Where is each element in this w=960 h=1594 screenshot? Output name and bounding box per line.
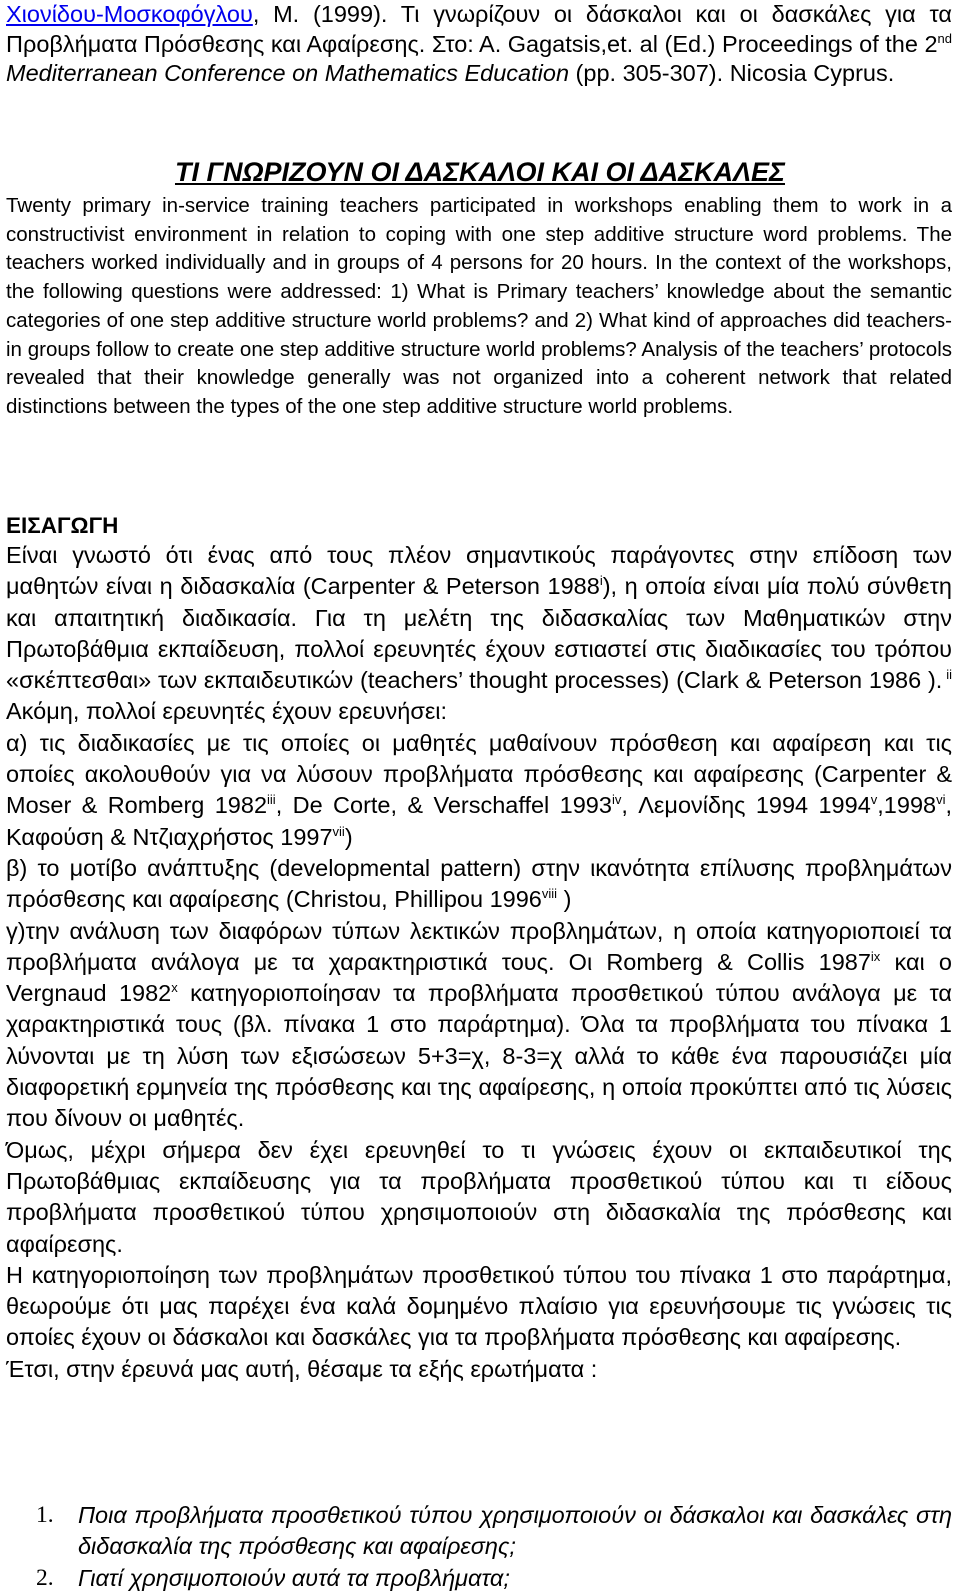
footnote-marker: vii [332,823,345,839]
text-run: α) τις διαδικασίες με τις οποίες οι μαθητές μαθαίνουν πρόσθεση και αφαίρεση και τις οποίες ακολουθούν για να λύσουν προβλήματα πρόσθεσης και αφαίρεσης (Carpenter & Moser & Romberg 1982 [6,729,952,819]
abstract-paragraph: Twenty primary in-service training teachers participated in workshops enabling them to work in a constructivist environment in relation to coping with one step additive structure word problems. The teachers worked individually and in groups of 4 persons for 20 hours. In the context of the workshops, the following questions were addressed: 1) What is Primary teachers’ knowledge about the semantic categories of one step additive structure world problems? and 2) What kind of approaches did teachers-in groups follow to create one step additive structure world problems? Analysis of the teachers’ protocols revealed that their knowledge generally was not organized into a coherent network that related distinctions between the types of the one step additive structure world problems. [6,194,952,418]
list-item-number: 1. [36,1502,54,1528]
intro-paragraph-5: Όμως, μέχρι σήμερα δεν έχει ερευνηθεί το τι γνώσεις έχουν οι εκπαιδευτικοί της Πρωτοβάθμιας εκπαίδευσης για τα προβλήματα προσθετικού τύπου και τι είδους προβλήματα προσθετικού τύπου χρησιμοποιούν στη διδασκαλία της πρόσθεσης και αφαίρεσης. [6,1136,952,1257]
paper-title: ΤΙ ΓΝΩΡΙΖΟΥΝ ΟΙ ΔΑΣΚΑΛΟΙ ΚΑΙ ΟΙ ΔΑΣΚΑΛΕΣ [174,157,785,187]
text-run: ) [344,823,353,850]
footnote-marker: i [599,573,603,589]
text-run: β) το μοτίβο ανάπτυξης (developmental pattern) στην ικανότητα επίλυσης προβλημάτων πρόσθεσης και αφαίρεσης (Christou, Phillipou 1996 [6,854,952,913]
list-item [6,1563,952,1594]
list-item-text: Γιατί χρησιμοποιούν αυτά τα προβλήματα; [78,1564,510,1591]
author-link[interactable]: Χιονίδου-Μοσκοφόγλου [6,1,253,27]
footnote-marker: x [171,980,178,996]
list-item-number: 2. [36,1564,54,1591]
footnote-marker: ix [870,949,881,965]
footnote-marker: iii [267,792,276,808]
text-run: ), η οποία είναι μία πολύ σύνθετη και απαιτητική διαδικασία. Για τη μελέτη της διδασκαλίας των Μαθηματικών στην Πρωτοβάθμια εκπαίδευση, πολλοί ερευνητές έχουν εστιαστεί στις διαδικασίες του τρόπου «σκέπτεσθαι» των εκπαιδευτικών (teachers’ thought processes) (Clark & Peterson 1986 ). [6,573,952,694]
footnote-marker: viii [541,886,558,902]
text-run: ) [557,886,572,913]
text-run: ,1998 [877,792,937,819]
intro-paragraph-6: Η κατηγοριοποίηση των προβλημάτων προσθετικού τύπου του πίνακα 1 στο παράρτημα, θεωρούμε ότι μας παρέχει ένα καλά δομημένο πλαίσιο για ερευνήσουμε τις γνώσεις τις οποίες έχουν οι δάσκαλοι και δασκάλες για τα προβλήματα πρόσθεσης και αφαίρεσης. [6,1261,952,1351]
intro-paragraph-4 [6,916,952,1135]
list-item-text: Ποια προβλήματα προσθετικού τύπου χρησιμοποιούν οι δάσκαλοι και δασκάλες στη διδασκαλία της πρόσθεσης και αφαίρεσης; [78,1502,952,1560]
introduction-body [6,540,952,1385]
intro-paragraph-7: Έτσι, στην έρευνά μας αυτή, θέσαμε τα εξής ερωτήματα : [6,1355,598,1382]
text-run: , De Corte, & Verschaffel 1993 [275,792,612,819]
text-run: , Λεμονίδης 1994 1994 [621,792,871,819]
text-run: γ)την ανάλυση των διαφόρων τύπων λεκτικών προβλημάτων, η οποία κατηγοριοποιεί τα προβλήματα ανάλογα με τα χαρακτηριστικά τους. Οι Romberg & Collis 1987 [6,917,952,975]
reference-citation [6,0,952,89]
footnote-marker: iv [611,792,622,808]
intro-paragraph-3 [6,853,952,916]
footnote-marker: ii [942,667,953,683]
list-item [6,1500,952,1563]
intro-paragraph-2 [6,728,952,853]
footnote-marker: vi [936,792,946,808]
reference-text-2: (pp. 305-307). Nicosia Cyprus. [569,60,895,86]
reference-text-1: , Μ. (1999). Τι γνωρίζουν οι δάσκαλοι και οι δασκάλες για τα Προβλήματα Πρόσθεσης και Αφαίρεσης. Στο: Α. Gagatsis,et. al (Ed.) Proceedings of the 2 [6,1,952,57]
text-run: κατηγοριοποίησαν τα προβλήματα προσθετικού τύπου ανάλογα με τα χαρακτηριστικά τους (βλ. πίνακα 1 στο παράρτημα). Όλα τα προβλήματα του πίνακα 1 λύνονται με τη λύση των εξισώσεων 5+3=χ, 8-3=χ αλλά το κάθε ένα παρουσιάζει μία διαφορετική ερμηνεία της πρόσθεσης και της αφαίρεσης, η οποία προκύπτει από τις λύσεις που δίνουν οι μαθητές. [6,980,952,1132]
text-run: , Καφούση & Ντζιαχρήστος 1997 [6,792,953,850]
reference-conference-title: Mediterranean Conference on Mathematics Education [6,60,570,86]
text-run: Είναι γνωστό ότι ένας από τους πλέον σημαντικούς παράγοντες στην επίδοση των μαθητών είναι η διδασκαλία (Carpenter & Peterson 1988 [6,542,952,600]
intro-paragraph-1 [6,540,952,728]
text-run: και ο Vergnaud 1982 [6,948,952,1007]
research-questions-list [6,1500,952,1594]
footnote-marker: v [870,792,878,808]
text-run: Ακόμη, πολλοί ερευνητές έχουν ερευνήσει: [6,698,448,725]
section-heading-introduction: ΕΙΣΑΓΩΓΗ [6,513,119,538]
reference-superscript: nd [937,30,952,46]
